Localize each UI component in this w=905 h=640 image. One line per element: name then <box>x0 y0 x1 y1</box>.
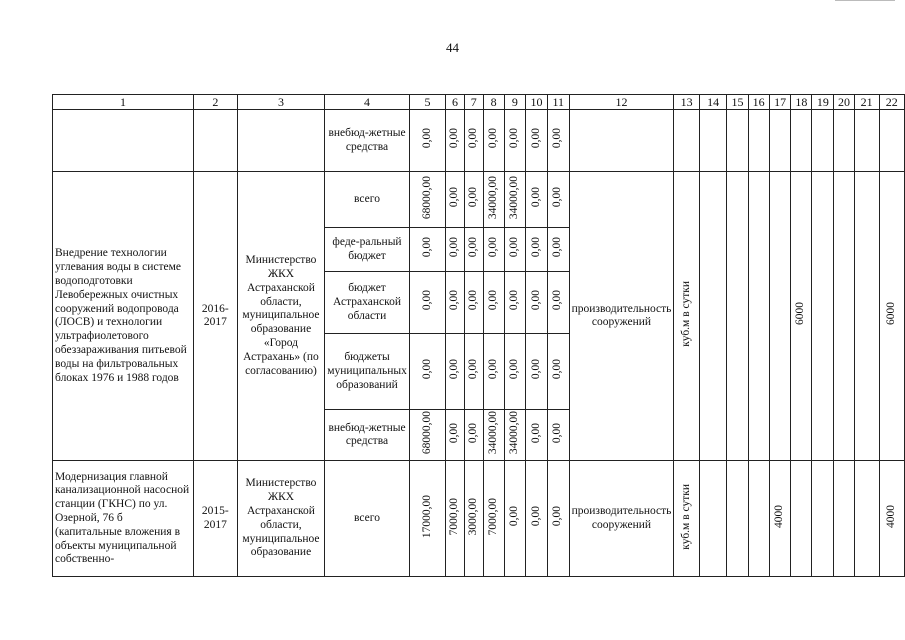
col-header: 15 <box>727 95 748 110</box>
amount-cell: 34000,00 <box>486 411 499 455</box>
amount-cell: 0,00 <box>529 237 542 258</box>
project1-executor: Министерство ЖКХ Астраханской области, муниципальное образование «Город Астрахань» (по согласованию) <box>237 172 324 461</box>
funding-source: внебюд-жетные средства <box>325 410 410 461</box>
amount-cell: 0,00 <box>551 237 564 258</box>
amount-cell: 0,00 <box>448 422 461 444</box>
col-header: 12 <box>569 95 674 110</box>
funding-source: внебюд-жетные средства <box>325 110 410 172</box>
amount-cell: 0,00 <box>486 359 499 380</box>
amount-cell: 0,00 <box>466 128 479 149</box>
amount-cell: 34000,00 <box>507 175 520 220</box>
amount-cell: 3000,00 <box>466 497 479 536</box>
amount-cell: 0,00 <box>551 290 564 311</box>
amount-cell: 0,00 <box>466 237 479 258</box>
funding-source: всего <box>325 172 410 228</box>
project2-capacity-col17: 4000 <box>773 504 786 528</box>
amount-cell: 0,00 <box>551 506 564 527</box>
amount-cell: 0,00 <box>529 359 542 380</box>
amount-cell: 34000,00 <box>507 411 520 455</box>
page-number: 44 <box>446 40 459 55</box>
project1-indicator: производительность сооружений <box>569 172 674 461</box>
amount-cell: 0,00 <box>529 506 542 527</box>
funding-source: феде-ральный бюджет <box>325 228 410 272</box>
amount-cell: 0,00 <box>551 422 564 444</box>
col-header: 16 <box>748 95 769 110</box>
amount-cell: 0,00 <box>448 187 461 208</box>
amount-cell: 0,00 <box>486 237 499 258</box>
amount-cell: 0,00 <box>486 290 499 311</box>
amount-cell: 0,00 <box>420 359 433 380</box>
col-header: 17 <box>769 95 791 110</box>
amount-cell: 0,00 <box>420 128 433 149</box>
amount-cell: 0,00 <box>529 422 542 444</box>
column-number-row <box>53 95 905 110</box>
project2-row-total <box>53 461 905 577</box>
col-header: 19 <box>812 95 834 110</box>
amount-cell: 17000,00 <box>420 494 433 538</box>
col-header: 3 <box>237 95 324 110</box>
amount-cell: 7000,00 <box>448 497 461 536</box>
project1-row-total <box>53 172 905 228</box>
project2-period: 2015-2017 <box>193 461 237 577</box>
col-header: 8 <box>483 95 504 110</box>
amount-cell: 0,00 <box>466 422 479 444</box>
col-header: 10 <box>526 95 548 110</box>
amount-cell: 68000,00 <box>420 411 433 455</box>
amount-cell: 0,00 <box>551 128 564 149</box>
amount-cell: 0,00 <box>507 237 520 258</box>
amount-cell: 0,00 <box>448 359 461 380</box>
project1-name: Внедрение технологии углевания воды в системе водоподготовки Левобережных очистных сооружений водопровода (ЛОСВ) и технологии ультрафиолетового обеззараживания питьевой воды на фильтровальных блоках 1976 и 1988 годов <box>53 172 194 461</box>
col-header: 1 <box>53 95 194 110</box>
amount-cell: 0,00 <box>507 128 520 149</box>
project2-executor: Министерство ЖКХ Астраханской области, муниципальное образование <box>237 461 324 577</box>
amount-cell: 7000,00 <box>486 497 499 536</box>
amount-cell: 0,00 <box>529 290 542 311</box>
col-header: 6 <box>446 95 465 110</box>
project1-capacity-col22: 6000 <box>884 302 897 326</box>
amount-cell: 34000,00 <box>486 175 499 220</box>
amount-cell: 0,00 <box>486 128 499 149</box>
project1-period: 2016-2017 <box>193 172 237 461</box>
amount-cell: 0,00 <box>448 237 461 258</box>
continuation-row <box>53 110 905 172</box>
amount-cell: 0,00 <box>551 359 564 380</box>
amount-cell: 68000,00 <box>420 175 433 220</box>
col-header: 14 <box>699 95 727 110</box>
investment-table <box>52 94 905 577</box>
col-header: 5 <box>409 95 445 110</box>
col-header: 22 <box>879 95 905 110</box>
project2-indicator: производительность сооружений <box>569 461 674 577</box>
project1-unit: куб.м в сутки <box>679 281 692 347</box>
project2-unit: куб.м в сутки <box>679 483 692 550</box>
page-corner-mark <box>835 0 895 4</box>
funding-source: всего <box>325 461 410 577</box>
project1-capacity-col18: 6000 <box>794 302 807 326</box>
amount-cell: 0,00 <box>529 187 542 208</box>
amount-cell: 0,00 <box>466 290 479 311</box>
amount-cell: 0,00 <box>507 359 520 380</box>
amount-cell: 0,00 <box>448 290 461 311</box>
amount-cell: 0,00 <box>420 237 433 258</box>
amount-cell: 0,00 <box>551 187 564 208</box>
col-header: 21 <box>854 95 879 110</box>
funding-source: бюджет Астраханской области <box>325 272 410 334</box>
amount-cell: 0,00 <box>507 506 520 527</box>
amount-cell: 0,00 <box>448 128 461 149</box>
amount-cell: 0,00 <box>466 359 479 380</box>
col-header: 9 <box>504 95 526 110</box>
amount-cell: 0,00 <box>529 128 542 149</box>
funding-source: бюджеты муниципальных образований <box>325 334 410 410</box>
col-header: 2 <box>193 95 237 110</box>
project2-capacity-col22: 4000 <box>884 504 897 528</box>
col-header: 7 <box>464 95 483 110</box>
amount-cell: 0,00 <box>507 290 520 311</box>
col-header: 11 <box>547 95 569 110</box>
amount-cell: 0,00 <box>466 187 479 208</box>
col-header: 4 <box>325 95 410 110</box>
project2-name: Модернизация главной канализационной насосной станции (ГКНС) по ул. Озерной, 76 б (капитальные вложения в объекты муниципальной собственно- <box>53 461 194 577</box>
col-header: 20 <box>834 95 854 110</box>
amount-cell: 0,00 <box>420 290 433 311</box>
col-header: 13 <box>674 95 699 110</box>
col-header: 18 <box>791 95 812 110</box>
